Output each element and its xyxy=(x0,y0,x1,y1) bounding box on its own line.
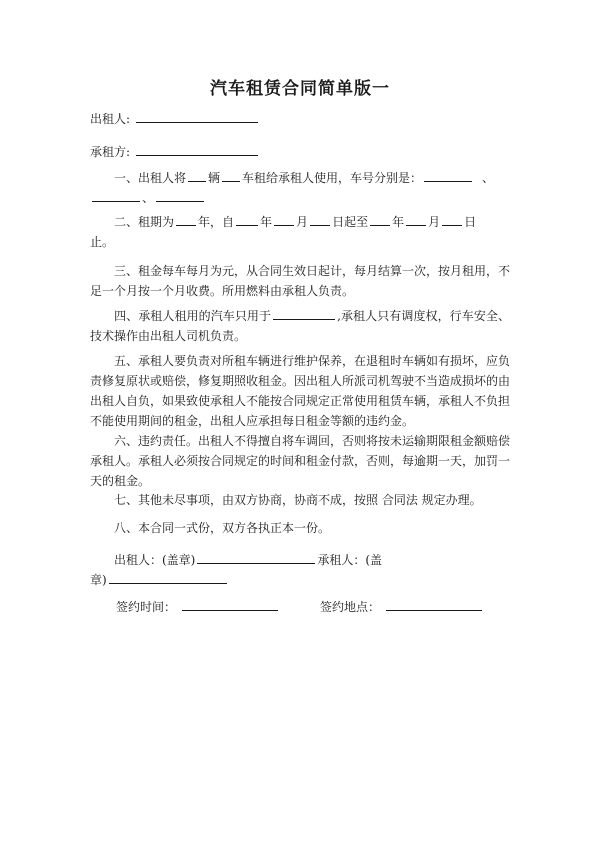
plate-number-blank-2[interactable] xyxy=(92,189,140,202)
clause-1 xyxy=(90,168,510,208)
clause-7 xyxy=(90,490,510,510)
lessee-seal-label-a: 承租人：(盖 xyxy=(317,553,383,567)
clause-1-sep-1: 、 xyxy=(482,171,495,185)
lessee-seal-label-b: 章) xyxy=(90,573,107,587)
signature-block xyxy=(90,550,510,590)
clause-8 xyxy=(90,518,510,538)
start-day-blank[interactable] xyxy=(310,213,330,226)
clause-2-text-f: 年 xyxy=(392,215,405,229)
signing-time-blank[interactable] xyxy=(182,598,278,611)
clause-1-text-a: 一、出租人将 xyxy=(114,171,187,185)
lessor-blank[interactable] xyxy=(136,110,258,123)
clause-6 xyxy=(90,431,510,491)
start-month-blank[interactable] xyxy=(274,213,294,226)
lessee-seal-blank[interactable] xyxy=(109,571,227,584)
signing-time-label: 签约时间： xyxy=(116,600,177,614)
clause-3 xyxy=(90,261,510,301)
vehicle-purpose-blank[interactable] xyxy=(273,307,335,320)
document-title: 汽车租赁合同简单版一 xyxy=(210,79,390,99)
lessor-line xyxy=(90,110,260,127)
vehicle-count-blank[interactable] xyxy=(188,169,206,182)
vehicle-type-blank[interactable] xyxy=(222,169,240,182)
lease-years-blank[interactable] xyxy=(176,213,196,226)
start-year-blank[interactable] xyxy=(236,213,258,226)
clause-1-sep-2: 、 xyxy=(142,191,155,205)
clause-1-text-b: 辆 xyxy=(208,171,221,185)
plate-number-blank-3[interactable] xyxy=(156,189,204,202)
lessor-seal-label: 出租人：(盖章) xyxy=(114,553,196,567)
signing-place-blank[interactable] xyxy=(386,598,482,611)
signing-time xyxy=(116,598,280,615)
signing-place xyxy=(320,598,484,615)
clause-2-text-a: 二、租期为 xyxy=(114,215,175,229)
end-day-blank[interactable] xyxy=(442,213,462,226)
clause-5-text: 五、承租人要负责对所租车辆进行维护保养，在退租时车辆如有损坏，应负责修复原状或赔偿，修复期照收租金。因出租人所派司机驾驶不当造成损坏的由出租人自负，如果致使承租人不能按合同规定正常使用租赁车辆，承租人不负担不能使用期间的租金，出租人应承担每日租金等额的违约金。 xyxy=(90,354,511,428)
lessor-label: 出租人: xyxy=(90,112,131,126)
clause-4-text-a: 四、承租人租用的汽车只用于 xyxy=(114,309,272,323)
clause-8-text: 八、本合同一式份，双方各执正本一份。 xyxy=(114,521,331,535)
clause-2-text-g: 月 xyxy=(428,215,441,229)
clause-2-text-i: 止。 xyxy=(90,235,115,249)
lessor-seal-blank[interactable] xyxy=(197,551,315,564)
clause-2-text-e: 日起至 xyxy=(332,215,369,229)
lessee-blank[interactable] xyxy=(136,143,258,156)
clause-2-text-h: 日 xyxy=(464,215,477,229)
clause-4-text-b: ,承租人只有调度权，行车安全、技术操作由出租人司机负责。 xyxy=(90,309,510,343)
clause-4 xyxy=(90,306,510,346)
plate-number-blank-1[interactable] xyxy=(424,169,472,182)
clause-3-text: 三、租金每车每月为元，从合同生效日起计，每月结算一次，按月租用，不足一个月按一个月收费。所用燃料由承租人负责。 xyxy=(90,264,511,298)
signing-place-label: 签约地点： xyxy=(320,600,381,614)
lessee-label: 承租方: xyxy=(90,145,131,159)
clause-5 xyxy=(90,351,510,431)
clause-2-text-c: 年 xyxy=(260,215,273,229)
end-month-blank[interactable] xyxy=(406,213,426,226)
clause-2-text-d: 月 xyxy=(296,215,309,229)
clause-2 xyxy=(90,212,510,252)
clause-1-text-c: 车租给承租人使用，车号分别是： xyxy=(242,171,423,185)
clause-2-text-b: 年，自 xyxy=(198,215,235,229)
clause-7-text: 七、其他未尽事项，由双方协商，协商不成，按照 合同法 规定办理。 xyxy=(114,493,482,507)
clause-6-text: 六、违约责任。出租人不得擅自将车调回，否则将按未运输期限租金额赔偿承租人。承租人必须按合同规定的时间和租金付款，否则，每逾期一天，加罚一天的租金。 xyxy=(90,434,511,488)
lessee-line xyxy=(90,143,260,160)
end-year-blank[interactable] xyxy=(370,213,390,226)
